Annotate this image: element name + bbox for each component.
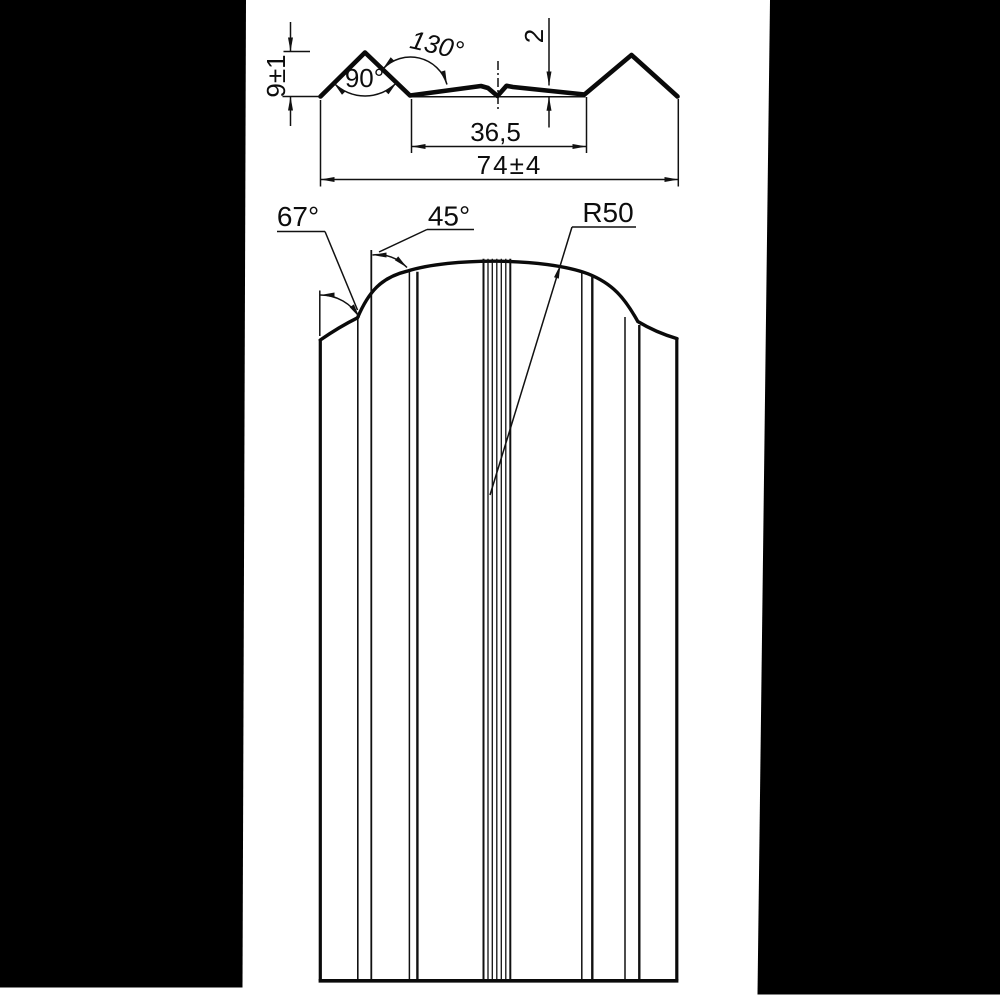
- photo-black-bar-right: [758, 0, 1000, 995]
- dim-edge-angle-label: 67°: [276, 201, 320, 232]
- dim-step-label: 2: [519, 28, 549, 44]
- dim-valley-angle-label: 130°: [407, 24, 467, 66]
- dim-inner-width-label: 36,5: [470, 117, 521, 147]
- dim-overall-width-label: 74±4: [476, 150, 543, 180]
- dim-peak-angle-label: 90°: [344, 63, 385, 93]
- dim-shoulder-angle-label: 45°: [427, 200, 471, 232]
- dim-crown-radius-label: R50: [582, 197, 634, 228]
- dim-height-label: 9±1: [261, 54, 291, 98]
- photo-black-bar-left: [0, 0, 246, 988]
